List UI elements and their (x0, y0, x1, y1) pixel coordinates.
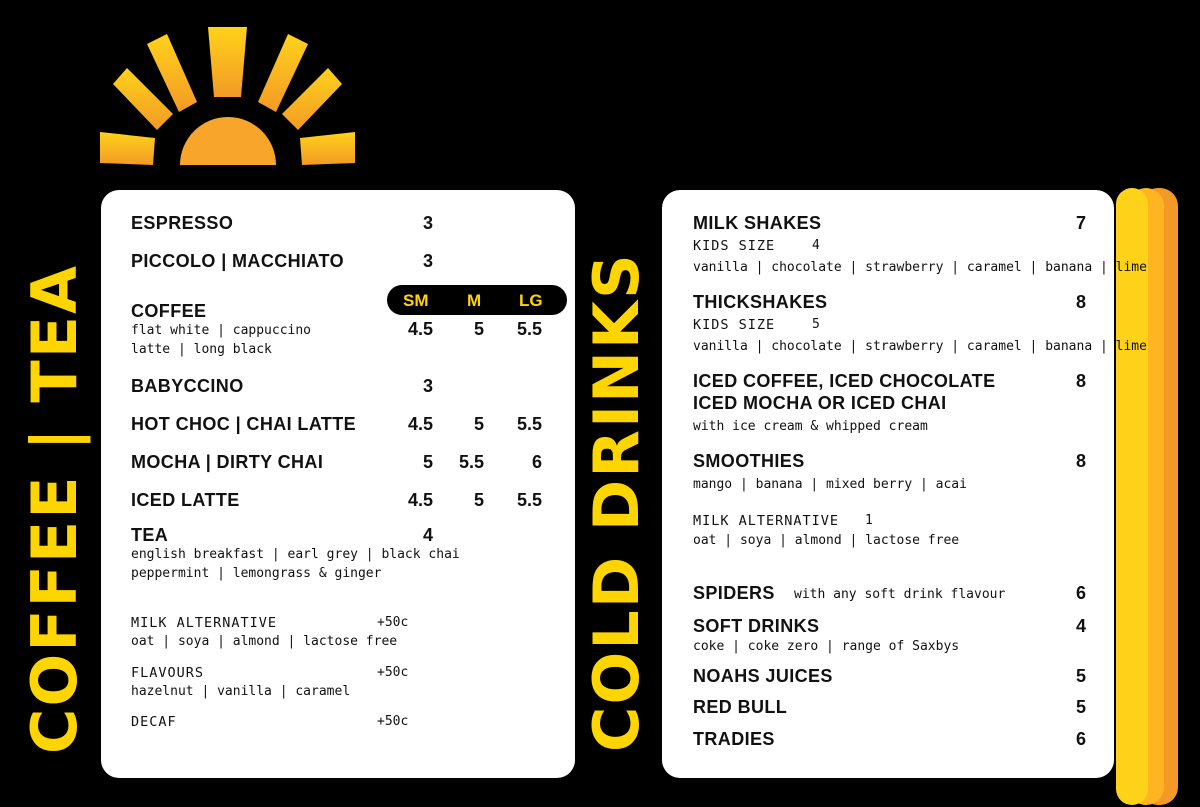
thickshakes-kids-label: KIDS SIZE (693, 317, 776, 333)
price-mocha-m: 5.5 (458, 452, 484, 472)
coffee-desc-1: flat white | cappuccino (131, 323, 312, 338)
price-iced-latte-lg: 5.5 (516, 490, 542, 510)
left-milk-alt-desc: oat | soya | almond | lactose free (131, 634, 398, 649)
item-iced-mocha: ICED MOCHA OR ICED CHAI (693, 393, 947, 413)
coffee-desc-2: latte | long black (131, 342, 272, 357)
item-piccolo: PICCOLO | MACCHIATO (131, 251, 344, 271)
left-milk-alt-label: MILK ALTERNATIVE (131, 615, 278, 631)
item-milk-shakes: MILK SHAKES (693, 213, 822, 233)
price-iced: 8 (1075, 371, 1086, 391)
right-milk-alt-desc: oat | soya | almond | lactose free (693, 533, 960, 548)
price-coffee-m: 5 (473, 319, 484, 339)
coffee-tea-menu-card (101, 190, 575, 778)
price-thickshakes: 8 (1075, 292, 1086, 312)
item-spiders: SPIDERS (693, 583, 775, 603)
flavours-label: FLAVOURS (131, 665, 205, 681)
item-babyccino: BABYCCINO (131, 376, 244, 396)
price-red-bull: 5 (1075, 697, 1086, 717)
price-noahs-juices: 5 (1075, 666, 1086, 686)
price-smoothies: 8 (1075, 451, 1086, 471)
price-soft-drinks: 4 (1075, 616, 1086, 636)
price-tradies: 6 (1075, 729, 1086, 749)
item-hot-choc: HOT CHOC | CHAI LATTE (131, 414, 357, 434)
price-coffee-sm: 4.5 (407, 319, 433, 339)
flavours-desc: hazelnut | vanilla | caramel (131, 684, 351, 699)
cold-drinks-menu-card (662, 190, 1147, 778)
size-header (387, 285, 567, 315)
milk-shakes-flavours: vanilla | chocolate | strawberry | caramel | banana | lime (693, 260, 1147, 275)
decaf-price: +50c (377, 714, 409, 729)
sun-logo-icon (95, 22, 360, 167)
spiders-note: with any soft drink flavour (794, 587, 1006, 602)
item-iced-latte: ICED LATTE (131, 490, 240, 510)
price-iced-latte-m: 5 (473, 490, 484, 510)
price-mocha-lg: 6 (531, 452, 542, 472)
decor-stripe-yellow (1116, 188, 1148, 805)
iced-desc: with ice cream & whipped cream (693, 419, 928, 434)
price-milk-shakes: 7 (1075, 213, 1086, 233)
item-thickshakes: THICKSHAKES (693, 292, 828, 312)
thickshakes-kids-price: 5 (812, 317, 820, 332)
size-m-label: M (467, 291, 482, 310)
price-mocha-sm: 5 (422, 452, 433, 472)
tea-desc-2: peppermint | lemongrass & ginger (131, 566, 382, 581)
price-hot-choc-m: 5 (473, 414, 484, 434)
price-piccolo: 3 (422, 251, 433, 271)
decaf-label: DECAF (131, 714, 177, 730)
thickshakes-flavours: vanilla | chocolate | strawberry | caramel | banana | lime (693, 339, 1147, 354)
left-milk-alt-price: +50c (377, 615, 409, 630)
price-iced-latte-sm: 4.5 (407, 490, 433, 510)
item-soft-drinks: SOFT DRINKS (693, 616, 820, 636)
price-hot-choc-sm: 4.5 (407, 414, 433, 434)
price-coffee-lg: 5.5 (516, 319, 542, 339)
flavours-price: +50c (377, 665, 409, 680)
milk-shakes-kids-price: 4 (812, 238, 820, 253)
item-red-bull: RED BULL (693, 697, 788, 717)
cold-drinks-title: COLD DRINKS (580, 252, 653, 752)
price-espresso: 3 (422, 213, 433, 233)
size-lg-label: LG (519, 291, 543, 310)
item-tradies: TRADIES (693, 729, 775, 749)
price-babyccino: 3 (422, 376, 433, 396)
item-coffee: COFFEE (131, 301, 207, 321)
tea-desc-1: english breakfast | earl grey | black chai (131, 547, 460, 562)
size-sm-label: SM (403, 291, 429, 310)
right-milk-alt-price: 1 (865, 513, 873, 528)
price-spiders: 6 (1075, 583, 1086, 603)
price-tea: 4 (422, 525, 433, 545)
item-smoothies: SMOOTHIES (693, 451, 805, 471)
smoothies-desc: mango | banana | mixed berry | acai (693, 477, 967, 492)
item-mocha: MOCHA | DIRTY CHAI (131, 452, 324, 472)
right-milk-alt-label: MILK ALTERNATIVE (693, 513, 840, 529)
soft-drinks-desc: coke | coke zero | range of Saxbys (693, 639, 960, 654)
item-tea: TEA (131, 525, 169, 545)
item-noahs-juices: NOAHS JUICES (693, 666, 833, 686)
coffee-tea-title: COFFEE | TEA (18, 263, 91, 754)
item-iced-coffee: ICED COFFEE, ICED CHOCOLATE (693, 371, 996, 391)
item-espresso: ESPRESSO (131, 213, 234, 233)
price-hot-choc-lg: 5.5 (516, 414, 542, 434)
milk-shakes-kids-label: KIDS SIZE (693, 238, 776, 254)
